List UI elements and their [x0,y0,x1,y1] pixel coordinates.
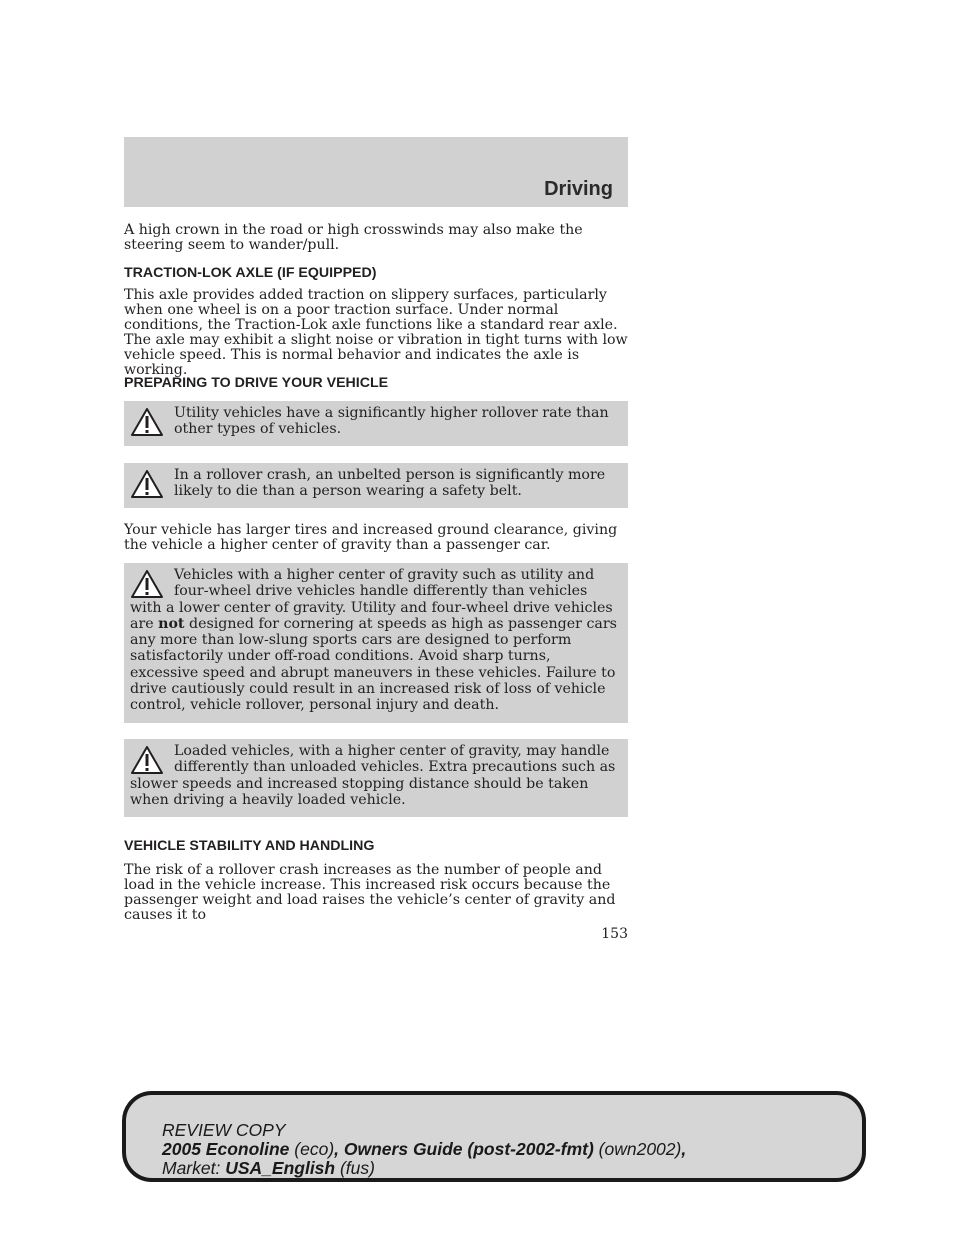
warning-triangle-icon [130,745,164,775]
warning-triangle-icon [130,469,164,499]
warning-emphasis-not: not [158,615,185,632]
warning-box-center-of-gravity [124,563,628,723]
model-name: 2005 Econoline [162,1139,290,1159]
section-header-band [124,137,628,207]
market-label: Market: [162,1158,226,1178]
separator: , [334,1139,344,1159]
tires-paragraph: Your vehicle has larger tires and increased ground clearance, giving the vehicle a higher center of gravity than a passenger car. [124,522,618,553]
guide-code: (own2002) [593,1139,682,1159]
page-number: 153 [601,926,628,942]
warning-text: Utility vehicles have a significantly higher rollover rate than other types of vehicles. [174,405,609,438]
review-model-line [162,1140,862,1159]
warning-box-rollover-rate [124,401,628,446]
review-market-line [162,1159,862,1178]
warning-triangle-icon [130,569,164,599]
model-code: (eco) [289,1139,335,1159]
review-copy-box [122,1091,866,1182]
stability-paragraph: The risk of a rollover crash increases as the number of people and load in the vehicle increase. This increased risk occurs because the passenger weight and load raises the vehicle’s center of gravity and causes it to [124,862,616,923]
warning-box-loaded-vehicles [124,739,628,817]
traction-lok-paragraph: This axle provides added traction on slippery surfaces, particularly when one wheel is on a poor traction surface. Under normal conditions, the Traction-Lok axle functions like a standard rear axle. The axle may exhibit a slight noise or vibration in tight turns with low vehicle speed. This is normal behavior and indicates the axle is working. [124,287,628,378]
separator: , [681,1139,687,1159]
section-title: Driving [544,178,613,200]
market-code: (fus) [335,1158,375,1178]
guide-name: Owners Guide (post-2002-fmt) [343,1139,594,1159]
traction-lok-heading: TRACTION-LOK AXLE (IF EQUIPPED) [124,265,377,281]
warning-text: In a rollover crash, an unbelted person is significantly more likely to die than a person wearing a safety belt. [174,467,606,500]
warning-text: Loaded vehicles, with a higher center of gravity, may handle differently than unloaded vehicles. Extra precautions such as slower speeds and increased stopping distance should be taken when driving a heavily loaded vehicle. [130,743,616,808]
intro-paragraph: A high crown in the road or high crosswinds may also make the steering seem to wander/pull. [124,222,583,253]
stability-heading: VEHICLE STABILITY AND HANDLING [124,838,375,854]
warning-text-part-1: Vehicles with a higher center of gravity such as utility and four-wheel drive vehicles handle differently than vehicles with a lower center of gravity. Utility and four-wheel drive vehicles are [130,567,613,632]
preparing-heading: PREPARING TO DRIVE YOUR VEHICLE [124,375,389,391]
warning-box-unbelted [124,463,628,508]
warning-text-part-2: designed for cornering at speeds as high as passenger cars any more than low-slung sports cars are designed to perform satisfactorily under off-road conditions. Avoid sharp turns, excessive speed and abrupt maneuvers in these vehicles. Failure to drive cautiously could result in an increased risk of loss of vehicle control, vehicle rollover, personal injury and death. [130,615,617,714]
review-copy-label: REVIEW COPY [162,1120,286,1140]
market-name: USA_English [225,1158,336,1178]
warning-triangle-icon [130,407,164,437]
